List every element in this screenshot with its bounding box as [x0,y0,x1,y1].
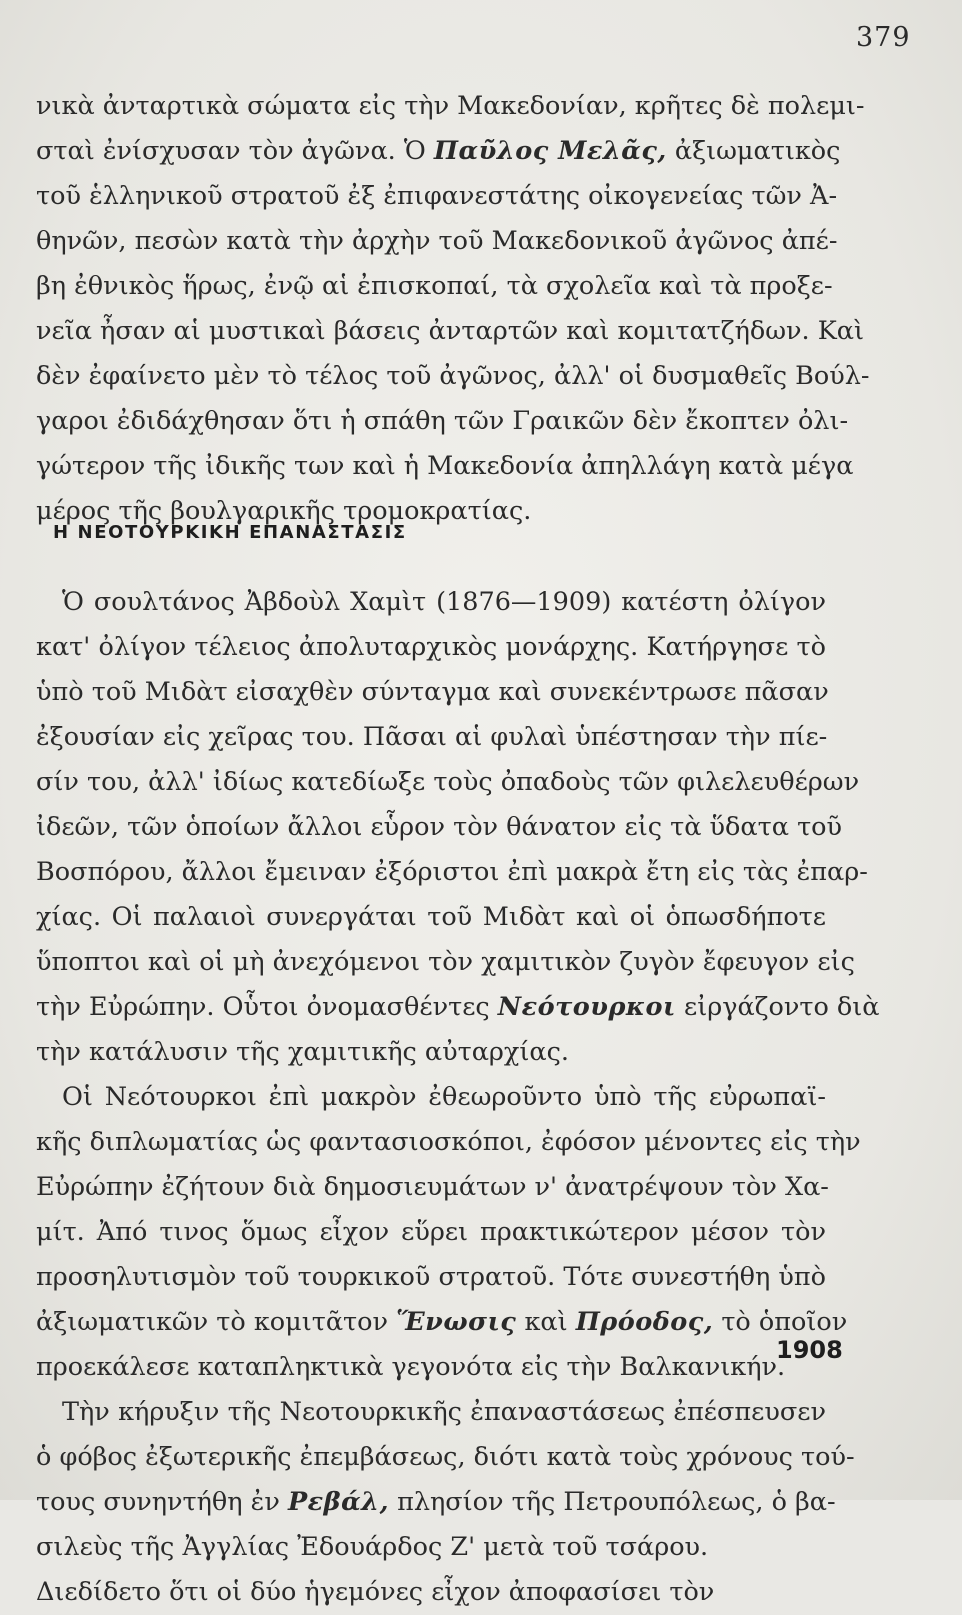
text-line: μίτ. Ἀπό τινος ὅμως εἶχον εὕρει πρακτικώτερον μέσον τὸν [36,1217,826,1247]
text-line: Εὐρώπην ἐζήτουν διὰ δημοσιευμάτων ν' ἀνατρέψουν τὸν Χα- [36,1172,829,1202]
text-line [36,1300,848,1345]
text-run: τους συνηντήθη ἐν [36,1487,280,1517]
text-line: σιλεὺς τῆς Ἀγγλίας Ἐδουάρδος Ζ' μετὰ τοῦ τσάρου. [36,1532,709,1562]
text-line: σίν του, ἀλλ' ἰδίως κατεδίωξε τοὺς ὀπαδοὺς τῶν φιλελευθέρων [36,767,860,797]
emphasis-reval: Ρεβάλ, [287,1487,389,1517]
text-line: ἐξουσίαν εἰς χεῖρας του. Πᾶσαι αἱ φυλαὶ ὑπέστησαν τὴν πίε- [36,722,828,752]
text-line: Οἱ Νεότουρκοι ἐπὶ μακρὸν ἐθεωροῦντο ὑπὸ τῆς εὐρωπαϊ- [62,1082,826,1112]
emphasis-proodos: Πρόοδος, [575,1307,714,1337]
text-line: ὕποπτοι καὶ οἱ μὴ ἀνεχόμενοι τὸν χαμιτικὸν ζυγὸν ἔφευγον εἰς [36,947,855,977]
section-heading: Η ΝΕΟΤΟΥΡΚΙΚΗ ΕΠΑΝΑΣΤΑΣΙΣ [53,522,407,543]
text-line: μέρος τῆς βουλγαρικῆς τρομοκρατίας. [36,496,532,526]
text-line: τὴν κατάλυσιν τῆς χαμιτικῆς αὐταρχίας. [36,1037,569,1067]
text-run: τὴν Εὐρώπην. Οὗτοι ὀνομασθέντες [36,992,490,1022]
text-line: Διεδίδετο ὅτι οἱ δύο ἡγεμόνες εἶχον ἀποφασίσει τὸν [36,1577,715,1607]
page-number: 379 [856,22,911,53]
section-body [36,580,880,1615]
text-line [36,1480,836,1525]
text-line: νεῖα ἦσαν αἱ μυστικαὶ βάσεις ἀνταρτῶν καὶ κομιτατζήδων. Καὶ [36,316,865,346]
text-line: Ὁ σουλτάνος Ἀβδοὺλ Χαμὶτ (1876—1909) κατέστη ὀλίγον [62,587,826,617]
margin-year-note: 1908 [776,1336,843,1364]
text-line: βη ἐθνικὸς ἥρως, ἐνῷ αἱ ἐπισκοπαί, τὰ σχολεῖα καὶ τὰ προξε- [36,271,833,301]
paragraph-macedonian-struggle [36,84,870,534]
text-line: Τὴν κήρυξιν τῆς Νεοτουρκικῆς ἐπαναστάσεως ἐπέσπευσεν [62,1397,826,1427]
text-line: ὁ φόβος ἐξωτερικῆς ἐπεμβάσεως, διότι κατὰ τοὺς χρόνους τού- [36,1442,855,1472]
text-line: γαροι ἐδιδάχθησαν ὅτι ἡ σπάθη τῶν Γραικῶν δὲν ἔκοπτεν ὀλι- [36,406,849,436]
emphasis-pavlos-melas: Παῦλος Μελᾶς, [433,136,667,166]
text-run: σταὶ ἐνίσχυσαν τὸν ἀγῶνα. Ὁ [36,136,426,166]
text-run: τὸ ὁποῖον [721,1307,848,1337]
text-line: κατ' ὀλίγον τέλειος ἀπολυταρχικὸς μονάρχης. Κατήργησε τὸ [36,632,826,662]
text-run: εἰργάζοντο διὰ [684,992,880,1022]
text-line: δὲν ἐφαίνετο μὲν τὸ τέλος τοῦ ἀγῶνος, ἀλλ' οἱ δυσμαθεῖς Βούλ- [36,361,870,391]
text-line: γώτερον τῆς ἰδικῆς των καὶ ἡ Μακεδονία ἀπηλλάγη κατὰ μέγα [36,451,854,481]
text-line: χίας. Οἱ παλαιοὶ συνεργάται τοῦ Μιδὰτ καὶ οἱ ὁπωσδήποτε [36,902,826,932]
text-line: ἰδεῶν, τῶν ὁποίων ἄλλοι εὗρον τὸν θάνατον εἰς τὰ ὕδατα τοῦ [36,812,843,842]
text-line [36,129,841,174]
text-line: θηνῶν, πεσὼν κατὰ τὴν ἀρχὴν τοῦ Μακεδονικοῦ ἀγῶνος ἀπέ- [36,226,838,256]
text-line: προσηλυτισμὸν τοῦ τουρκικοῦ στρατοῦ. Τότε συνεστήθη ὑπὸ [36,1262,826,1292]
text-line: ὑπὸ τοῦ Μιδὰτ εἰσαχθὲν σύνταγμα καὶ συνεκέντρωσε πᾶσαν [36,677,829,707]
emphasis-enosis: Ἕνωσις [396,1307,517,1337]
text-run: ἀξιωματικῶν τὸ κομιτᾶτον [36,1307,389,1337]
text-line: προεκάλεσε καταπληκτικὰ γεγονότα εἰς τὴν Βαλκανικήν. [36,1352,786,1382]
emphasis-neotourkoi: Νεότουρκοι [497,992,676,1022]
text-run: καὶ [524,1307,568,1337]
text-line: κῆς διπλωματίας ὡς φαντασιοσκόποι, ἐφόσον μένοντες εἰς τὴν [36,1127,861,1157]
text-line: νικὰ ἀνταρτικὰ σώματα εἰς τὴν Μακεδονίαν, κρῆτες δὲ πολεμι- [36,91,865,121]
text-line: Βοσπόρου, ἄλλοι ἔμειναν ἐξόριστοι ἐπὶ μακρὰ ἔτη εἰς τὰς ἐπαρ- [36,857,868,887]
text-line: τοῦ ἑλληνικοῦ στρατοῦ ἐξ ἐπιφανεστάτης οἰκογενείας τῶν Ἀ- [36,181,838,211]
text-line [36,985,880,1030]
text-run: πλησίον τῆς Πετρουπόλεως, ὁ βα- [397,1487,836,1517]
text-run: ἀξιωματικὸς [674,136,841,166]
